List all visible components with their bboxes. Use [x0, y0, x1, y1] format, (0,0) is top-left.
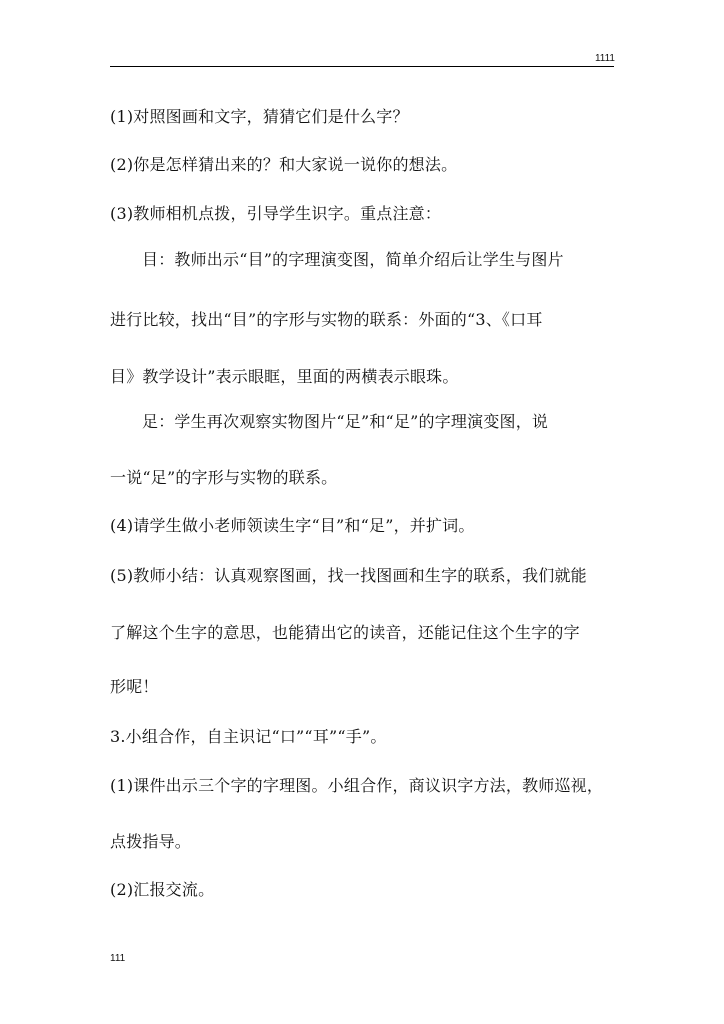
text-line-step-1: (1)对照图画和文字，猜猜它们是什么字？ — [110, 107, 409, 126]
text-line-sub-1-2: 点拨指导。 — [110, 832, 192, 851]
text-line-step-2: (2)你是怎样猜出来的？和大家说一说你的想法。 — [110, 155, 458, 174]
text-line-mu-2: 进行比较，找出“目”的字形与实物的联系：外面的“3、《口耳 — [110, 310, 543, 329]
text-line-step-5-2: 了解这个生字的意思，也能猜出它的读音，还能记住这个生字的字 — [110, 623, 580, 642]
text-line-step-3: (3)教师相机点拨，引导学生识字。重点注意： — [110, 204, 442, 223]
text-line-step-5-3: 形呢！ — [110, 677, 159, 696]
text-line-zu-2: 一说“足”的字形与实物的联系。 — [110, 468, 338, 487]
text-line-step-4: (4)请学生做小老师领读生字“目”和“足”，并扩词。 — [110, 516, 475, 535]
header-page-number: 1111 — [594, 53, 615, 64]
text-line-sub-1-1: (1)课件出示三个字的字理图。小组合作，商议识字方法，教师巡视， — [110, 776, 604, 795]
document-body — [110, 0, 614, 1024]
text-line-zu-1: 足：学生再次观察实物图片“足”和“足”的字理演变图，说 — [142, 412, 549, 431]
text-line-sub-2: (2)汇报交流。 — [110, 880, 215, 899]
text-line-section-3: 3.小组合作，自主识记“口”“耳”“手”。 — [110, 727, 387, 746]
text-line-mu-3: 目》教学设计”表示眼眶，里面的两横表示眼珠。 — [110, 367, 459, 386]
text-line-mu-1: 目：教师出示“目”的字理演变图，简单介绍后让学生与图片 — [142, 250, 564, 269]
footer-page-number: 111 — [110, 953, 126, 964]
text-line-step-5-1: (5)教师小结：认真观察图画，找一找图画和生字的联系，我们就能 — [110, 566, 587, 585]
